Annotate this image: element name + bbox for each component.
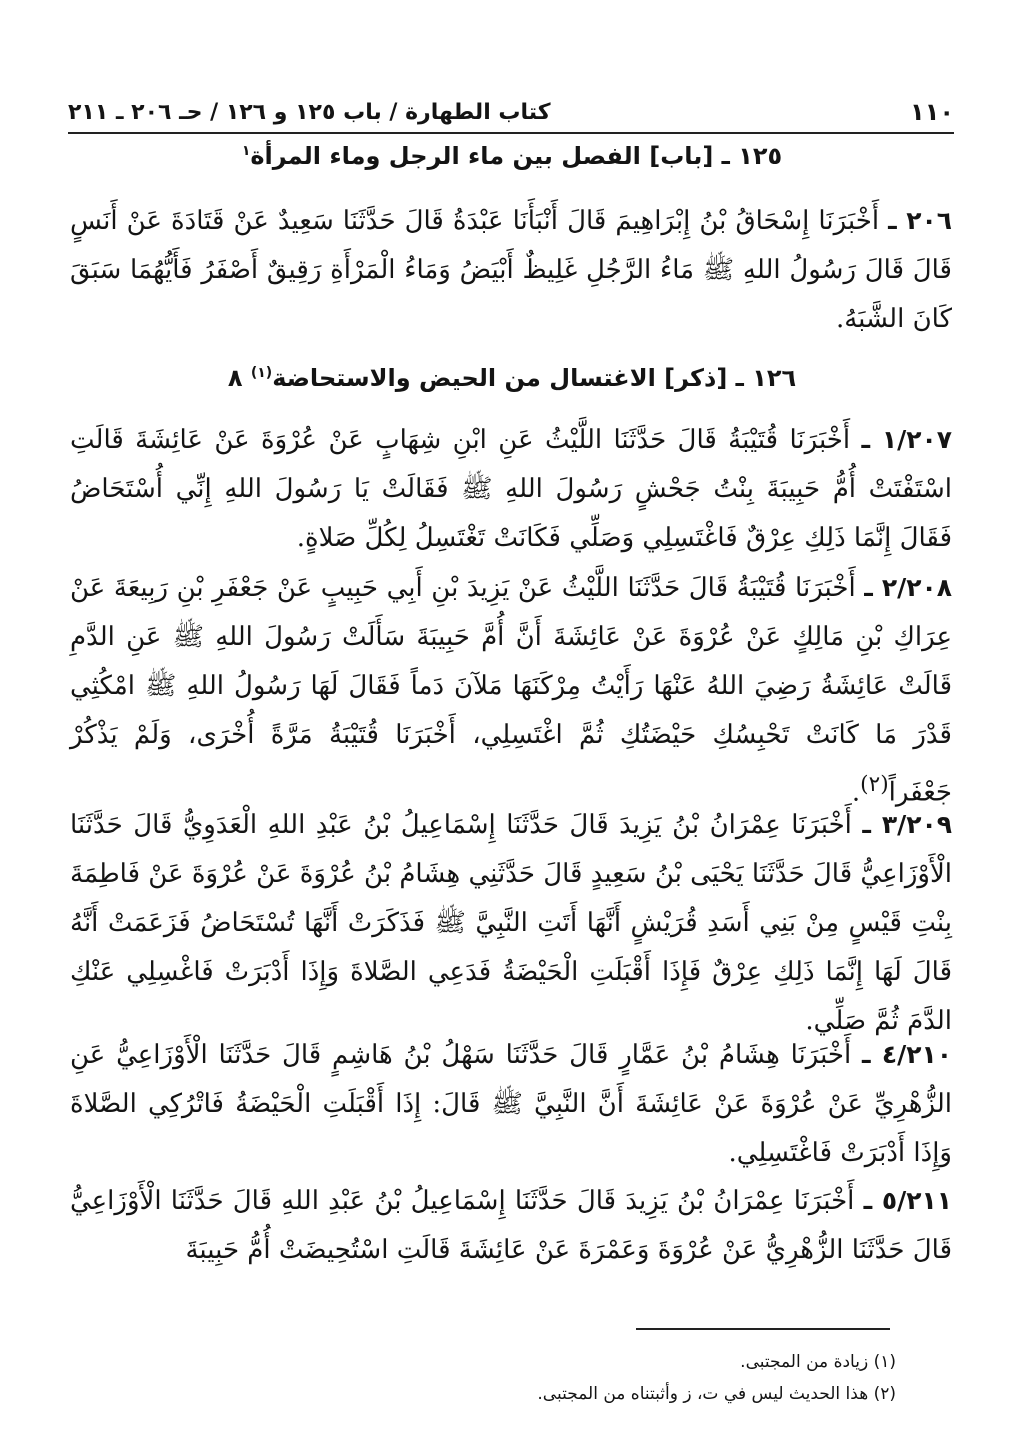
- hadith-text: أَخْبَرَنَا إِسْحَاقُ بْنُ إِبْرَاهِيمَ قَالَ أَنْبَأَنَا عَبْدَةُ قَالَ حَدَّثَنَا سَعِيدٌ عَنْ قَتَادَةَ عَنْ أَنَسٍ قَالَ قَالَ رَسُولُ اللهِ ﷺ مَاءُ الرَّجُلِ غَلِيظٌ أَبْيَضُ وَمَاءُ الْمَرْأَةِ رَقِيقٌ أَصْفَرُ فَأَيُّهُمَا سَبَقَ كَانَ الشَّبَهُ.: [70, 206, 952, 334]
- footnote-ref: (٢): [860, 772, 889, 797]
- chapter-title: ١٢٥ ـ [باب] الفصل بين ماء الرجل وماء المرأة: [250, 142, 783, 170]
- hadith-207: [70, 415, 952, 563]
- hadith-211: [70, 1176, 952, 1275]
- hadith-text: أَخْبَرَنَا قُتَيْبَةُ قَالَ حَدَّثَنَا اللَّيْثُ عَنِ ابْنِ شِهَابٍ عَنْ عُرْوَةَ عَنْ عَائِشَةَ قَالَتِ اسْتَفْتَتْ أُمُّ حَبِيبَةَ بِنْتُ جَحْشٍ رَسُولَ اللهِ ﷺ فَقَالَتْ يَا رَسُولَ اللهِ إِنِّي أُسْتَحَاضُ فَقَالَ إِنَّمَا ذَلِكِ عِرْقٌ فَاغْتَسِلِي وَصَلِّي فَكَانَتْ تَغْتَسِلُ لِكُلِّ صَلاةٍ.: [70, 425, 952, 553]
- page-number: ١١٠: [910, 98, 954, 126]
- chapter-heading-126: [70, 364, 954, 392]
- running-head: [68, 92, 954, 134]
- hadith-text: أَخْبَرَنَا عِمْرَانُ بْنُ يَزِيدَ قَالَ حَدَّثَنَا إِسْمَاعِيلُ بْنُ عَبْدِ اللهِ الْعَدَوِيُّ قَالَ حَدَّثَنَا الْأَوْزَاعِيُّ قَالَ حَدَّثَنَا يَحْيَى بْنُ سَعِيدٍ قَالَ حَدَّثَنِي هِشَامُ بْنُ عُرْوَةَ عَنْ عُرْوَةَ عَنْ فَاطِمَةَ بِنْتِ قَيْسٍ مِنْ بَنِي أَسَدِ قُرَيْشٍ أَنَّهَا أَتَتِ النَّبِيَّ ﷺ فَذَكَرَتْ أَنَّهَا تُسْتَحَاضُ فَزَعَمَتْ أَنَّهُ قَالَ لَهَا إِنَّمَا ذَلِكِ عِرْقٌ فَإِذَا أَقْبَلَتِ الْحَيْضَةُ فَدَعِي الصَّلاةَ وَإِذَا أَدْبَرَتْ فَاغْسِلِي عَنْكِ الدَّمَ ثُمَّ صَلِّي.: [70, 810, 952, 1036]
- hadith-text: أَخْبَرَنَا عِمْرَانُ بْنُ يَزِيدَ قَالَ حَدَّثَنَا إِسْمَاعِيلُ بْنُ عَبْدِ اللهِ قَالَ حَدَّثَنَا الْأَوْزَاعِيُّ قَالَ حَدَّثَنَا الزُّهْرِيُّ عَنْ عُرْوَةَ وَعَمْرَةَ عَنْ عَائِشَةَ قَالَتِ اسْتُحِيضَتْ أُمُّ حَبِيبَةَ: [70, 1186, 952, 1265]
- hadith-number: ٢/٢٠٨ ـ: [864, 573, 953, 602]
- footnote-text: زيادة من المجتبى.: [740, 1352, 869, 1372]
- footnote-divider: [636, 1328, 890, 1330]
- footnote-marker: (٢): [873, 1384, 896, 1404]
- hadith-text: أَخْبَرَنَا هِشَامُ بْنُ عَمَّارٍ قَالَ حَدَّثَنَا سَهْلُ بْنُ هَاشِمٍ قَالَ حَدَّثَنَا الْأَوْزَاعِيُّ عَنِ الزُّهْرِيِّ عَنْ عُرْوَةَ عَنْ عَائِشَةَ أَنَّ النَّبِيَّ ﷺ قَالَ: إِذَا أَقْبَلَتِ الْحَيْضَةُ فَاتْرُكِي الصَّلاةَ وَإِذَا أَدْبَرَتْ فَاغْتَسِلِي.: [70, 1040, 952, 1168]
- hadith-text: أَخْبَرَنَا قُتَيْبَةُ قَالَ حَدَّثَنَا اللَّيْثُ عَنْ يَزِيدَ بْنِ أَبِي حَبِيبٍ عَنْ جَعْفَرِ بْنِ رَبِيعَةَ عَنْ عِرَاكِ بْنِ مَالِكٍ عَنْ عُرْوَةَ عَنْ عَائِشَةَ أَنَّ أُمَّ حَبِيبَةَ سَأَلَتْ رَسُولَ اللهِ ﷺ عَنِ الدَّمِ قَالَتْ عَائِشَةُ رَضِيَ اللهُ عَنْهَا رَأَيْتُ مِرْكَنَهَا مَلآنَ دَماً فَقَالَ لَهَا رَسُولُ اللهِ ﷺ امْكُثِي قَدْرَ مَا كَانَتْ تَحْبِسُكِ حَيْضَتُكِ ثُمَّ اغْتَسِلِي، أَخْبَرَنَا قُتَيْبَةُ مَرَّةً أُخْرَى، وَلَمْ يَذْكُرْ جَعْفَراً: [70, 573, 952, 808]
- chapter-footnote-ref: (١): [250, 365, 273, 381]
- hadith-number: ٤/٢١٠ ـ: [862, 1040, 953, 1069]
- footnote-marker: (١): [873, 1352, 896, 1372]
- footnote-2: [70, 1382, 896, 1406]
- hadith-end: .: [851, 777, 861, 808]
- hadith-208: [70, 563, 952, 818]
- chapter-title: ١٢٦ ـ [ذكر] الاغتسال من الحيض والاستحاضة: [272, 364, 797, 392]
- footnote-1: [70, 1350, 896, 1374]
- chapter-heading-125: [70, 142, 954, 170]
- hadith-number: ٢٠٦ ـ: [888, 206, 952, 235]
- chapter-marker: ٨: [227, 364, 243, 392]
- hadith-206: [70, 196, 952, 344]
- hadith-number: ٣/٢٠٩ ـ: [862, 810, 953, 839]
- chapter-marker: ١: [241, 143, 251, 159]
- hadith-number: ٥/٢١١ ـ: [863, 1186, 953, 1215]
- hadith-number: ١/٢٠٧ ـ: [861, 425, 952, 454]
- running-title: كتاب الطهارة / باب ١٢٥ و ١٢٦ / حـ ٢٠٦ ـ ٢١١: [68, 99, 551, 125]
- hadith-210: [70, 1030, 952, 1178]
- hadith-209: [70, 800, 952, 1046]
- footnote-text: هذا الحديث ليس في ت، ز وأثبتناه من المجتبى.: [537, 1384, 869, 1404]
